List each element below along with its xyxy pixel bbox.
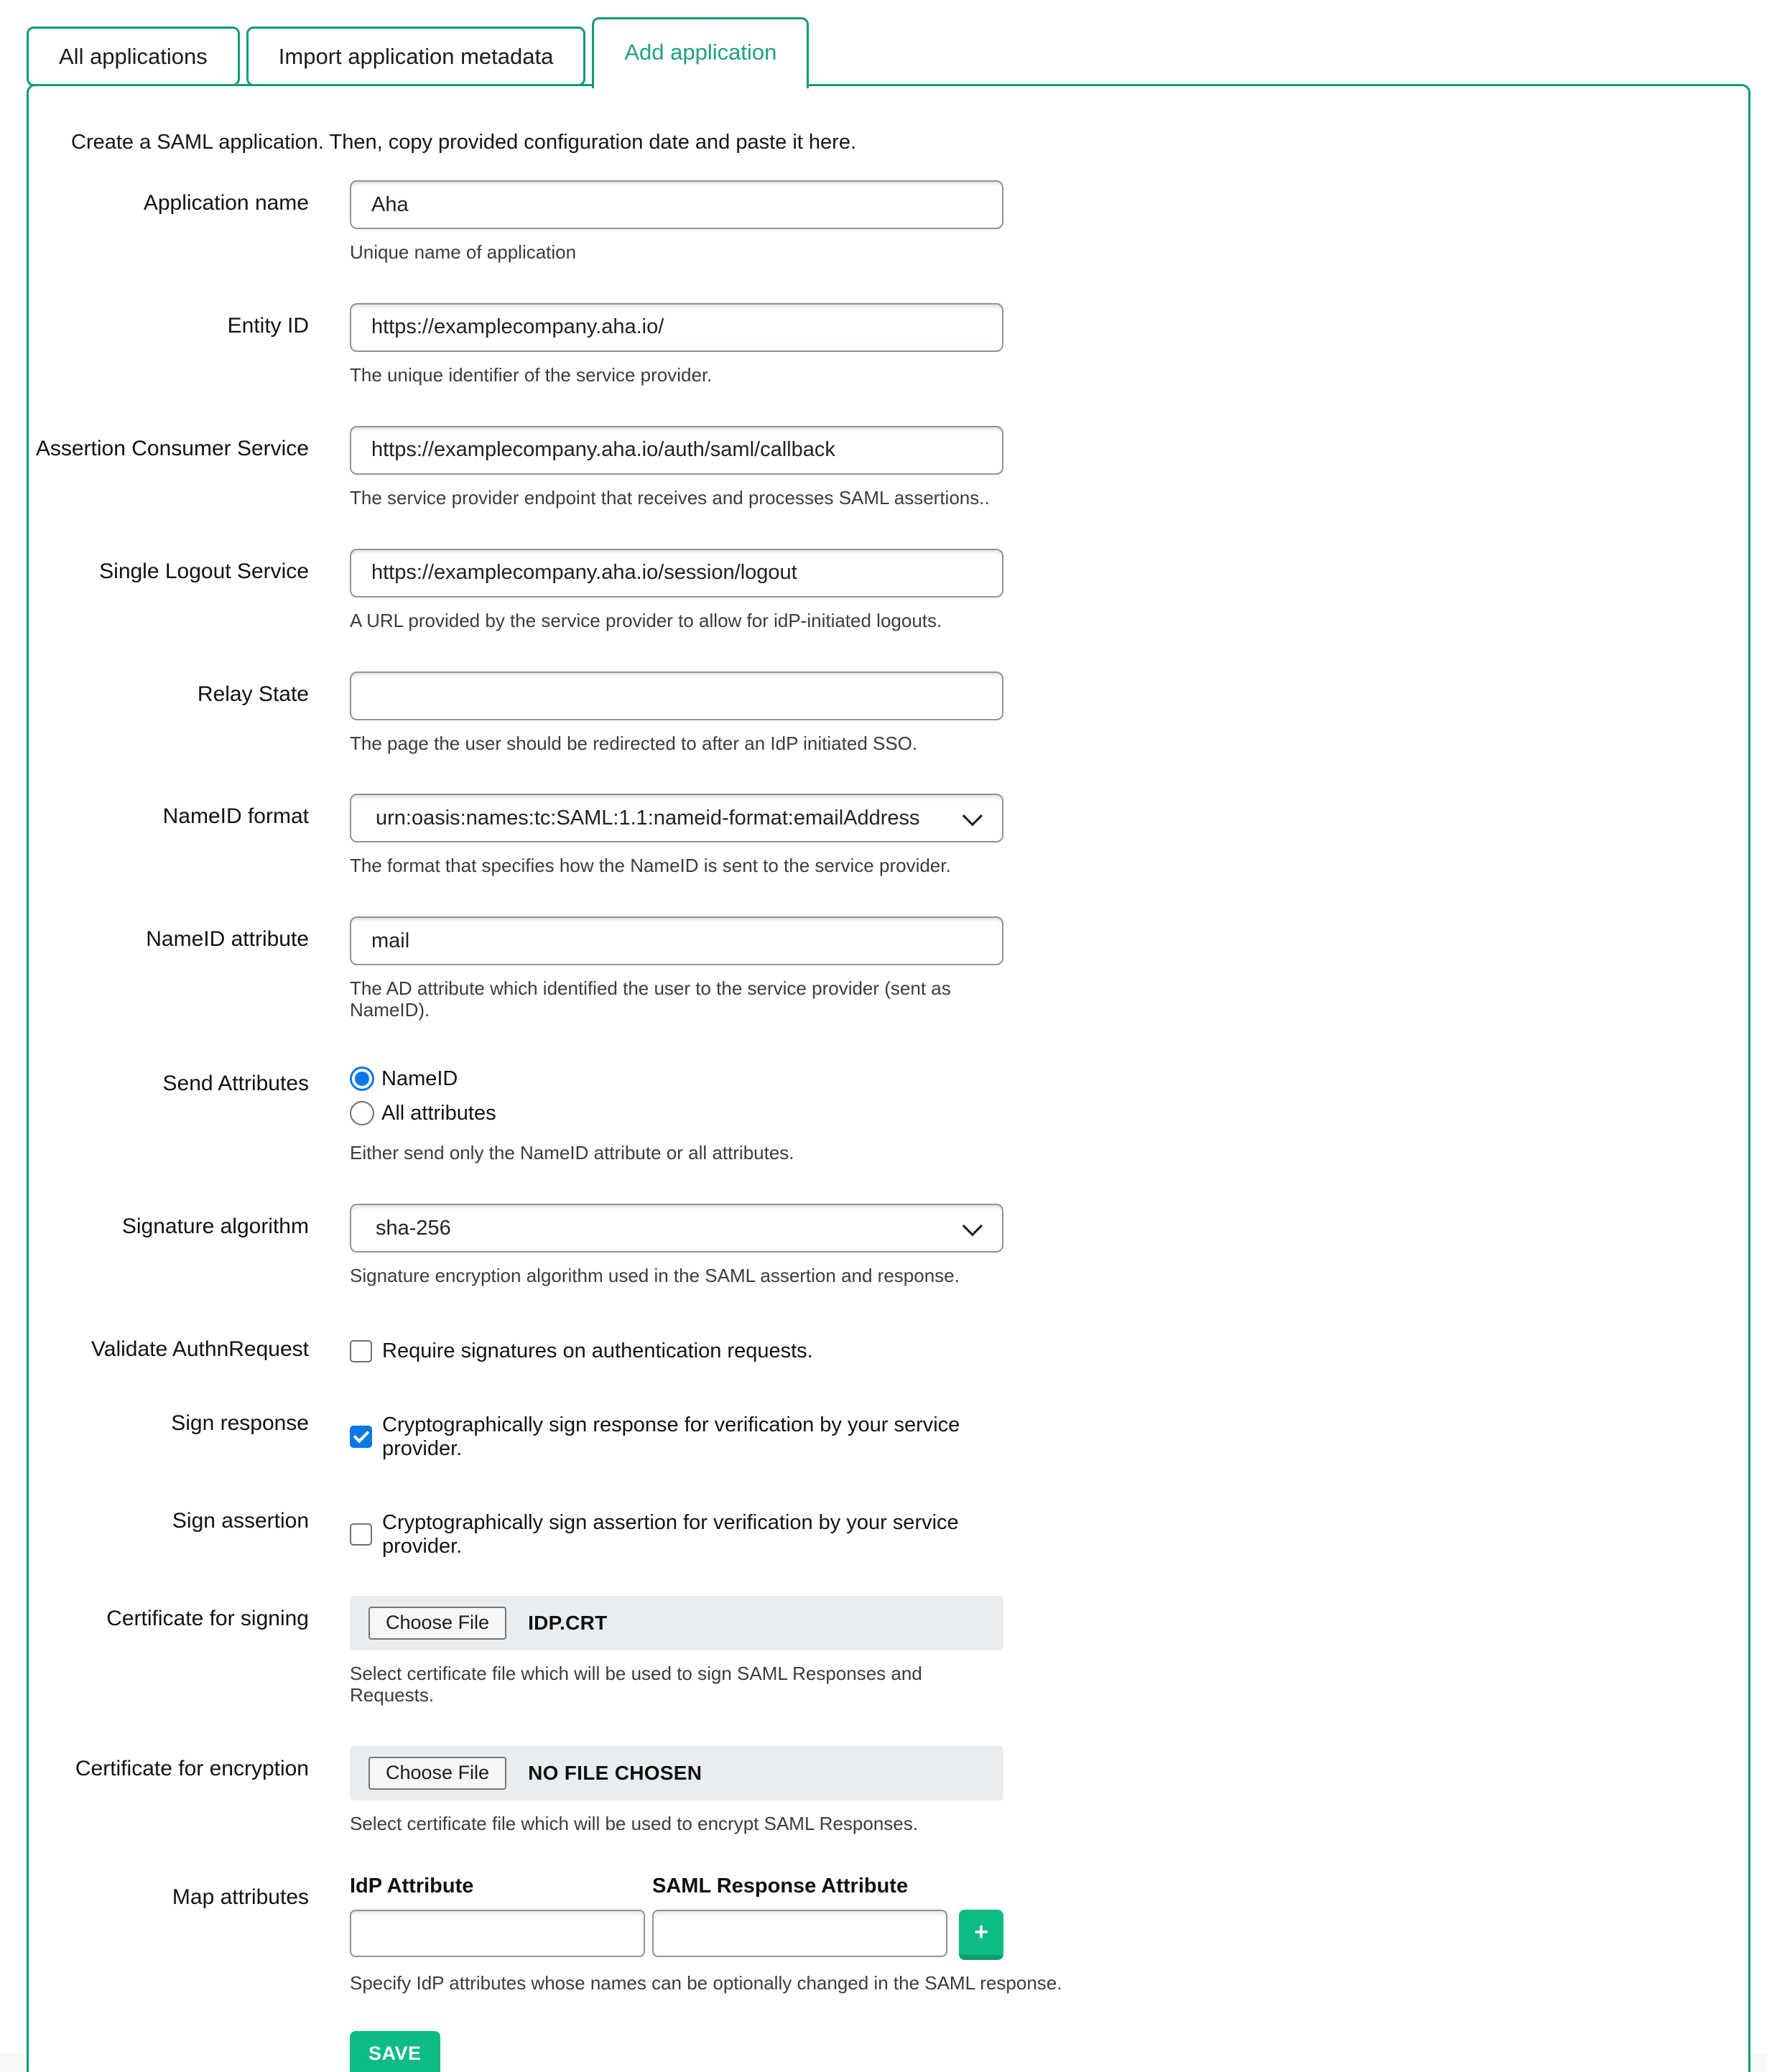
row-single-logout-service bbox=[29, 549, 1748, 632]
tab-import-application-metadata[interactable]: Import application metadata bbox=[246, 27, 586, 86]
save-button[interactable]: SAVE bbox=[350, 2031, 440, 2072]
sign-response-checkbox[interactable] bbox=[350, 1426, 372, 1448]
relay-state-input[interactable] bbox=[350, 672, 1003, 720]
entity-id-label: Entity ID bbox=[227, 313, 309, 338]
row-application-name bbox=[29, 180, 1748, 264]
single-logout-service-help: A URL provided by the service provider to allow for idP-initiated logouts. bbox=[350, 609, 942, 631]
signature-algorithm-selected-value: sha-256 bbox=[376, 1216, 451, 1240]
certificate-for-encryption-file-name: NO FILE CHOSEN bbox=[528, 1761, 702, 1784]
row-map-attributes bbox=[29, 1874, 1748, 1994]
sign-assertion-label: Sign assertion bbox=[172, 1508, 309, 1533]
certificate-for-encryption-filebox bbox=[350, 1746, 1003, 1801]
idp-attribute-input[interactable] bbox=[350, 1910, 645, 1957]
assertion-consumer-service-input[interactable] bbox=[350, 426, 1003, 475]
certificate-for-signing-help: Select certificate file which will be used to sign SAML Responses and Requests. bbox=[350, 1662, 922, 1706]
sign-assertion-checkbox-row[interactable] bbox=[350, 1498, 1003, 1558]
intro-text: Create a SAML application. Then, copy provided configuration date and paste it here. bbox=[71, 131, 857, 154]
row-assertion-consumer-service bbox=[29, 426, 1748, 509]
nameid-attribute-help: The AD attribute which identified the user to the service provider (sent as NameID). bbox=[350, 977, 951, 1021]
radio-all-attributes-label: All attributes bbox=[381, 1101, 496, 1125]
map-attributes-help: Specify IdP attributes whose names can be optionally changed in the SAML response. bbox=[350, 1971, 1062, 1994]
chevron-down-icon bbox=[963, 806, 983, 826]
send-attributes-help: Either send only the NameID attribute or all attributes. bbox=[350, 1142, 794, 1164]
certificate-for-signing-filebox bbox=[350, 1596, 1003, 1650]
sign-assertion-checkbox[interactable] bbox=[350, 1523, 372, 1546]
entity-id-input[interactable] bbox=[350, 303, 1003, 352]
map-attributes-label: Map attributes bbox=[172, 1885, 309, 1909]
saml-response-attribute-column-header: SAML Response Attribute bbox=[652, 1874, 909, 1897]
assertion-consumer-service-label: Assertion Consumer Service bbox=[35, 436, 309, 460]
row-validate-authnrequest bbox=[29, 1327, 1748, 1363]
send-attributes-label: Send Attributes bbox=[162, 1072, 309, 1096]
add-attribute-mapping-button[interactable]: + bbox=[959, 1910, 1003, 1960]
validate-authnrequest-checkbox-row[interactable] bbox=[350, 1327, 1003, 1363]
row-signature-algorithm bbox=[29, 1204, 1748, 1287]
row-sign-assertion bbox=[29, 1498, 1748, 1558]
certificate-for-encryption-label: Certificate for encryption bbox=[75, 1756, 309, 1780]
nameid-attribute-input[interactable] bbox=[350, 916, 1003, 965]
add-application-panel bbox=[27, 84, 1750, 2072]
tab-add-application[interactable]: Add application bbox=[592, 17, 809, 88]
sign-assertion-checkbox-label: Cryptographically sign assertion for verification by your service provider. bbox=[382, 1510, 959, 1558]
certificate-for-signing-label: Certificate for signing bbox=[106, 1606, 309, 1630]
nameid-format-selected-value: urn:oasis:names:tc:SAML:1.1:nameid-format:emailAddress bbox=[376, 806, 920, 830]
row-certificate-for-encryption bbox=[29, 1746, 1748, 1835]
relay-state-help: The page the user should be redirected to after an IdP initiated SSO. bbox=[350, 732, 918, 754]
validate-authnrequest-checkbox[interactable] bbox=[350, 1340, 372, 1362]
tab-bar bbox=[0, 0, 1767, 84]
row-certificate-for-signing bbox=[29, 1596, 1748, 1706]
row-entity-id bbox=[29, 303, 1748, 386]
radio-nameid[interactable] bbox=[350, 1067, 374, 1091]
row-send-attributes bbox=[29, 1061, 1748, 1164]
validate-authnrequest-checkbox-label: Require signatures on authentication requests. bbox=[382, 1339, 813, 1362]
tab-all-applications[interactable]: All applications bbox=[27, 27, 240, 86]
sign-response-checkbox-row[interactable] bbox=[350, 1400, 1003, 1461]
send-attributes-option-all[interactable] bbox=[350, 1101, 1003, 1125]
saml-response-attribute-input[interactable] bbox=[652, 1910, 947, 1957]
single-logout-service-label: Single Logout Service bbox=[99, 559, 309, 583]
nameid-format-label: NameID format bbox=[162, 804, 309, 829]
send-attributes-option-nameid[interactable] bbox=[350, 1067, 1003, 1091]
certificate-for-signing-file-name: IDP.CRT bbox=[528, 1611, 608, 1634]
validate-authnrequest-label: Validate AuthnRequest bbox=[91, 1337, 309, 1361]
nameid-format-select[interactable] bbox=[350, 794, 1003, 842]
nameid-format-help: The format that specifies how the NameID is sent to the service provider. bbox=[350, 855, 951, 877]
radio-all-attributes[interactable] bbox=[350, 1101, 374, 1125]
assertion-consumer-service-help: The service provider endpoint that receives and processes SAML assertions.. bbox=[350, 486, 990, 508]
row-sign-response bbox=[29, 1400, 1748, 1461]
single-logout-service-input[interactable] bbox=[350, 549, 1003, 598]
certificate-for-encryption-choose-file-button[interactable]: Choose File bbox=[368, 1757, 506, 1790]
row-relay-state bbox=[29, 672, 1748, 755]
certificate-for-encryption-help: Select certificate file which will be used to encrypt SAML Responses. bbox=[350, 1812, 918, 1834]
sign-response-checkbox-label: Cryptographically sign response for verification by your service provider. bbox=[382, 1413, 960, 1460]
row-nameid-format bbox=[29, 794, 1748, 877]
idp-attribute-column-header: IdP Attribute bbox=[350, 1874, 474, 1897]
signature-algorithm-help: Signature encryption algorithm used in the SAML assertion and response. bbox=[350, 1265, 960, 1287]
row-nameid-attribute bbox=[29, 916, 1748, 1021]
signature-algorithm-label: Signature algorithm bbox=[121, 1214, 309, 1239]
chevron-down-icon bbox=[963, 1216, 983, 1236]
certificate-for-signing-choose-file-button[interactable]: Choose File bbox=[368, 1607, 506, 1640]
signature-algorithm-select[interactable] bbox=[350, 1204, 1003, 1253]
relay-state-label: Relay State bbox=[197, 682, 309, 706]
save-row bbox=[350, 2031, 1748, 2072]
sign-response-label: Sign response bbox=[171, 1411, 309, 1435]
radio-nameid-label: NameID bbox=[381, 1067, 458, 1090]
nameid-attribute-label: NameID attribute bbox=[146, 927, 309, 952]
entity-id-help: The unique identifier of the service provider. bbox=[350, 363, 713, 386]
application-name-label: Application name bbox=[143, 191, 309, 215]
application-name-input[interactable] bbox=[350, 180, 1003, 229]
application-name-help: Unique name of application bbox=[350, 241, 577, 263]
